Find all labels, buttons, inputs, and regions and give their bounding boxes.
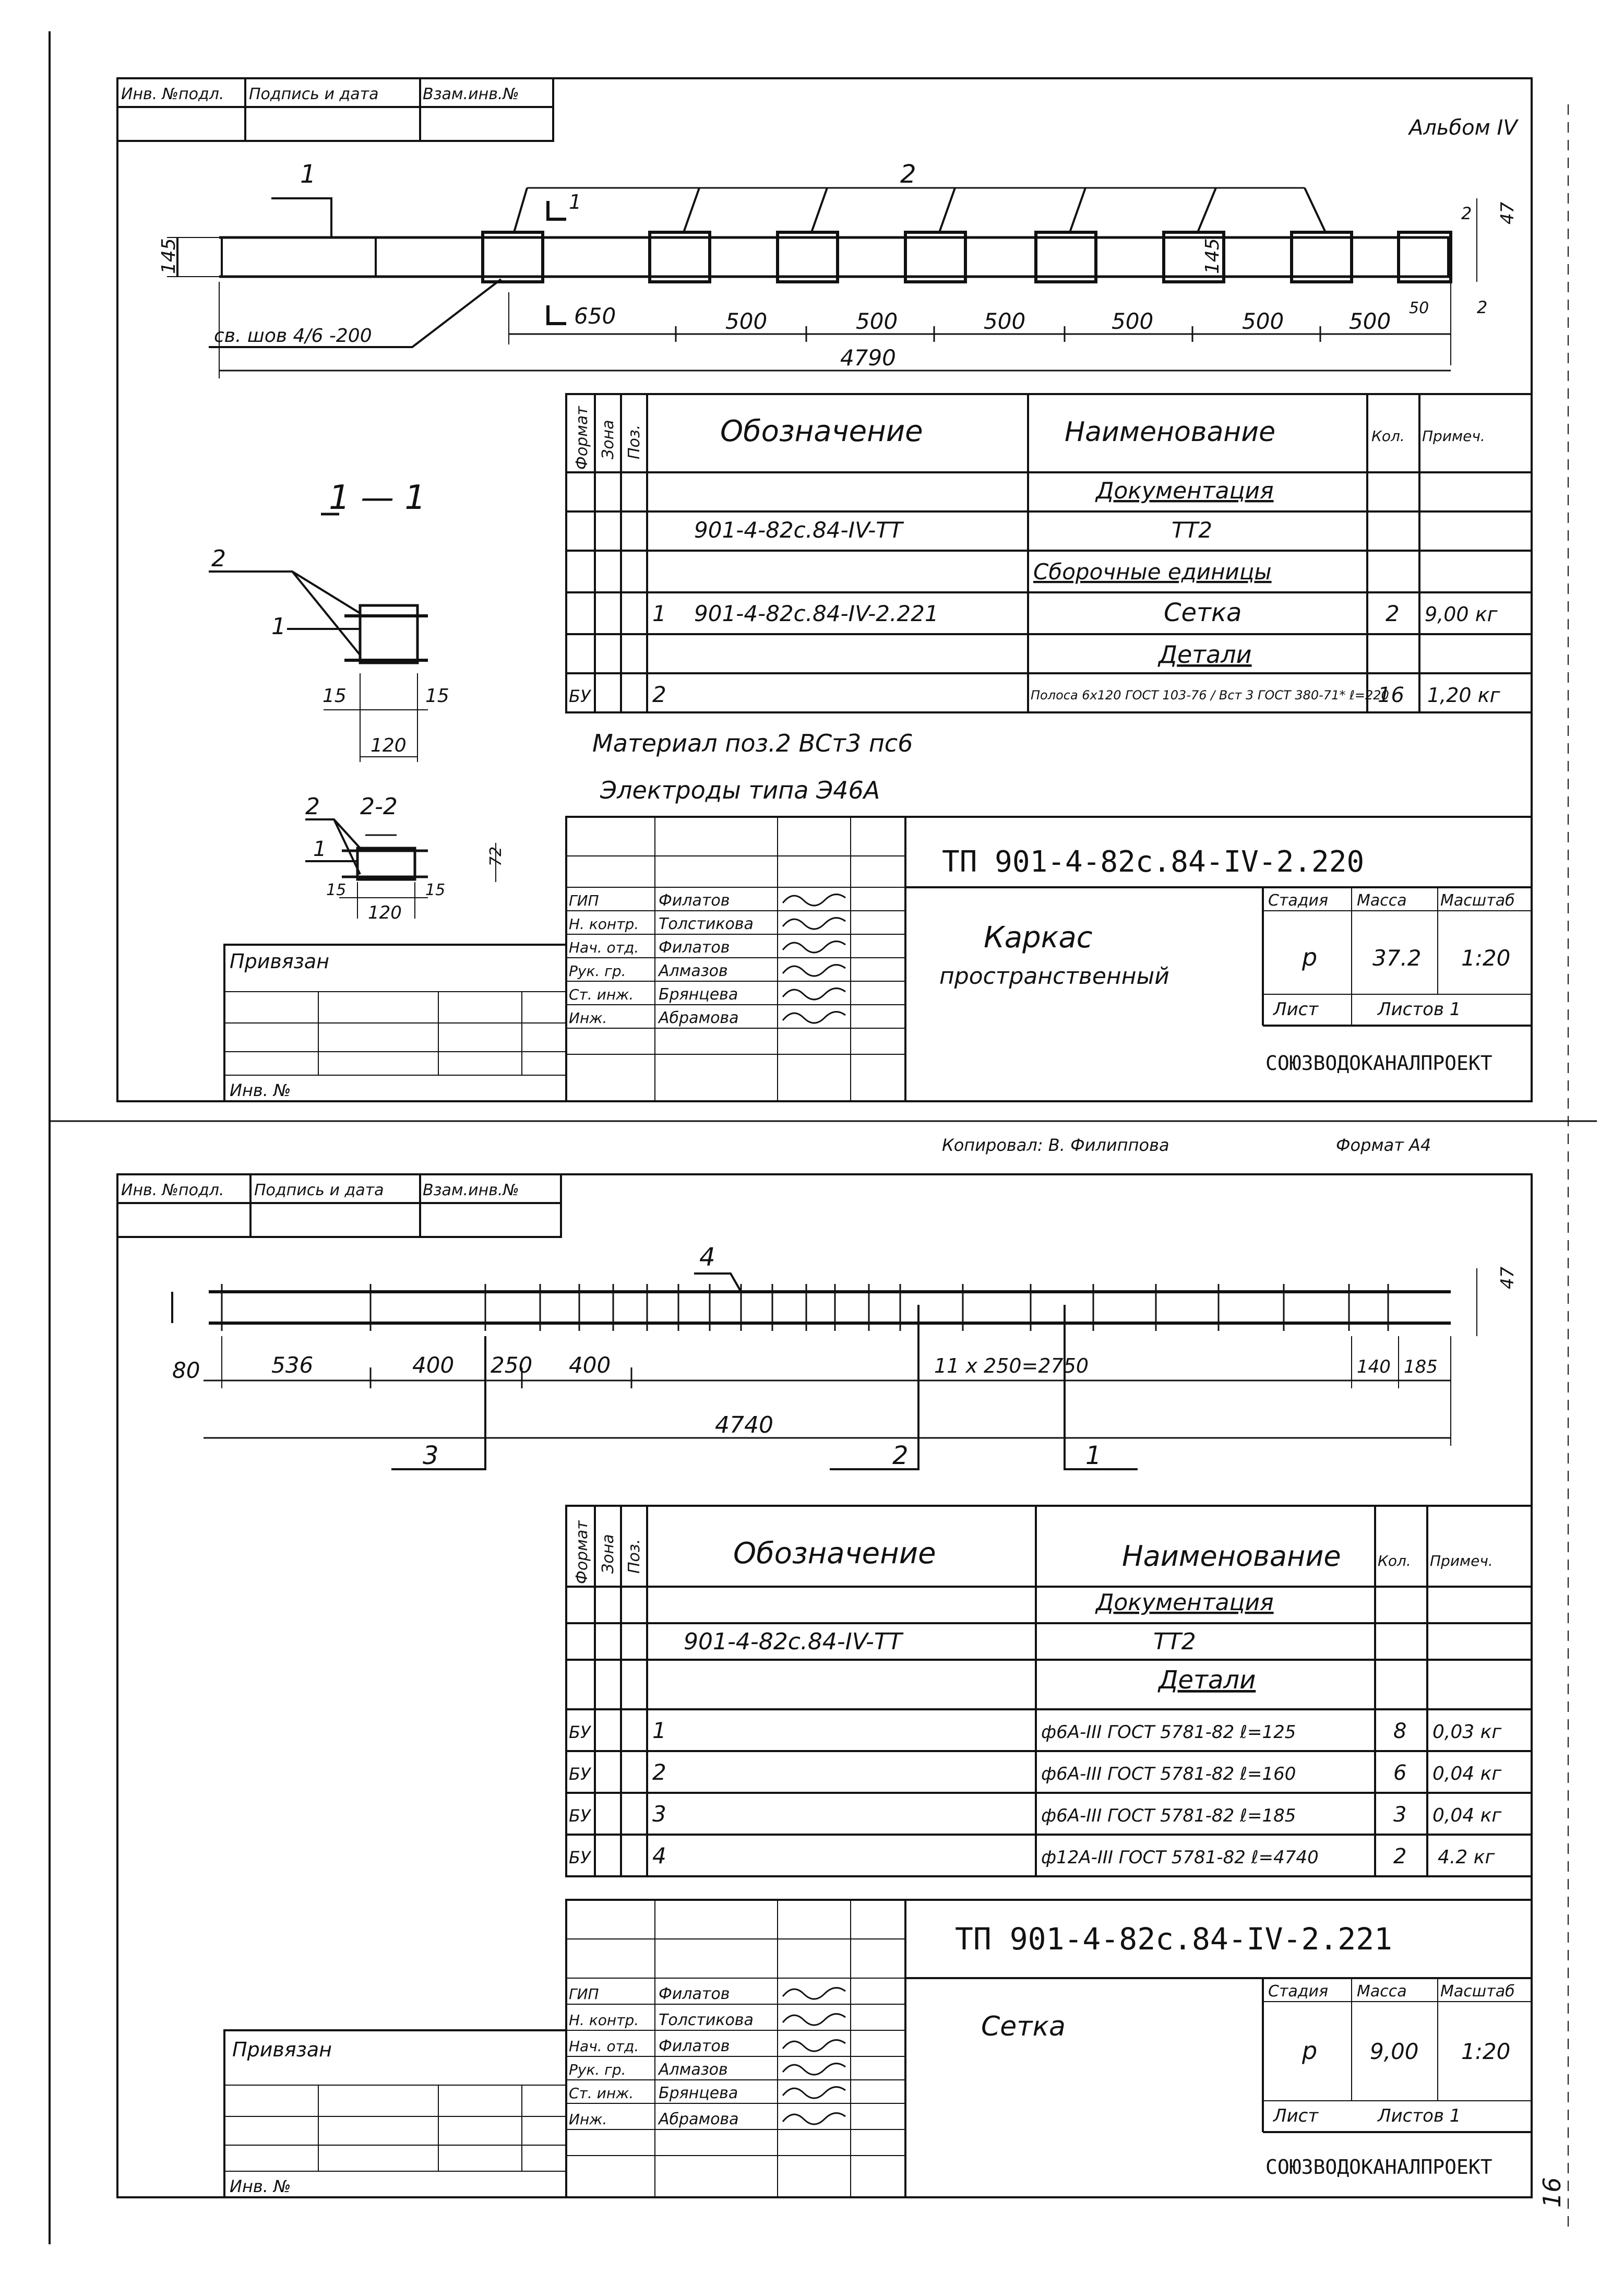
- dim-500-1: 500: [725, 308, 768, 334]
- sheet2-stage-label: Стадия: [1268, 1982, 1329, 2001]
- sheet1-scale: 1:20: [1461, 945, 1511, 971]
- section-1-1-dim15a: 15: [323, 685, 347, 707]
- spec1-row6-format: БУ: [569, 686, 591, 706]
- spec1-row4-qty: 2: [1386, 601, 1400, 626]
- spec1-row2-name: ТТ2: [1172, 517, 1213, 543]
- spec2-header-zone: Зона: [599, 1534, 617, 1574]
- sheet1-person-1: Филатов: [659, 891, 730, 910]
- album-label: Альбом IV: [1409, 116, 1518, 140]
- dim-50: 50: [1409, 299, 1429, 317]
- sheet2-stage: р: [1302, 2037, 1318, 2065]
- sheet2-person-6: Абрамова: [659, 2110, 739, 2128]
- spec1-header-name: Наименование: [1065, 416, 1276, 448]
- pos-label-2: 2: [900, 160, 916, 189]
- section-2-2-title: 2-2: [360, 793, 398, 820]
- sheet1-person-3: Филатов: [659, 938, 730, 957]
- sheet1-role-5: Ст. инж.: [569, 986, 634, 1003]
- sheet2-privyazan: Привязан: [232, 2038, 332, 2061]
- sheet1-sheets-label: Листов 1: [1378, 999, 1461, 1020]
- mesh-pos-2: 2: [892, 1441, 909, 1470]
- spec1-row6-name: Полоса 6x120 ГОСТ 103-76 / Вст 3 ГОСТ 380-71* ℓ=220: [1031, 688, 1389, 703]
- sheet1-code: ТП 901-4-82с.84-IV-2.220: [942, 845, 1365, 879]
- sheet2-person-2: Толстикова: [659, 2011, 754, 2029]
- mesh-dim-400b: 400: [569, 1352, 611, 1378]
- stamp2-header-replace: Взам.инв.№: [423, 1181, 519, 1199]
- mesh-pos-1: 1: [1085, 1441, 1102, 1470]
- dim-2-top: 2: [1461, 204, 1472, 223]
- spec2-row2-designation: 901-4-82с.84-IV-ТТ: [684, 1628, 902, 1655]
- spec1-header-note: Примеч.: [1422, 427, 1485, 445]
- spec2-row5-name: ф6А-III ГОСТ 5781-82 ℓ=160: [1041, 1764, 1296, 1784]
- dim-500-4: 500: [1112, 308, 1154, 334]
- spec1-row2-designation: 901-4-82с.84-IV-ТТ: [694, 517, 903, 543]
- mesh-dim-250: 250: [491, 1352, 533, 1378]
- sheet2-scale: 1:20: [1461, 2039, 1511, 2064]
- section-mark-top: 1: [569, 191, 582, 213]
- sheet1-role-2: Н. контр.: [569, 915, 639, 933]
- spec1-row3-name: Сборочные единицы: [1033, 559, 1272, 585]
- spec2-row5-qty: 6: [1393, 1761, 1407, 1785]
- mesh-dim-11x250: 11 x 250=2750: [934, 1354, 1089, 1377]
- sheet2-person-5: Брянцева: [659, 2084, 738, 2102]
- dim-145: 145: [158, 238, 180, 274]
- sheet1-person-6: Абрамова: [659, 1009, 739, 1027]
- sheet1-person-5: Брянцева: [659, 985, 738, 1004]
- sheet1-stage: р: [1302, 943, 1318, 971]
- frame-elevation: [167, 188, 1477, 378]
- spec2-row4-note: 0,03 кг: [1432, 1721, 1502, 1743]
- copied-by: Копировал: В. Филиппова: [942, 1135, 1169, 1155]
- sheet1-name-line2: пространственный: [939, 963, 1169, 990]
- sheet2-inv: Инв. №: [230, 2176, 291, 2196]
- section-2-2-dim72: 72: [487, 846, 505, 866]
- section-1-1-pos2: 2: [211, 545, 226, 572]
- spec2-row6-name: ф6А-III ГОСТ 5781-82 ℓ=185: [1041, 1805, 1296, 1826]
- section-1-1-pos1: 1: [271, 613, 286, 640]
- spec1-header-zone: Зона: [599, 420, 617, 459]
- section-1-1-title: 1 — 1: [329, 479, 426, 517]
- section-1-1-dim15b: 15: [425, 685, 449, 707]
- sheet2-mass: 9,00: [1370, 2039, 1419, 2064]
- sheet1-mass-label: Масса: [1357, 891, 1407, 910]
- spec1-row5-name: Детали: [1159, 640, 1252, 669]
- sheet2-role-5: Ст. инж.: [569, 2085, 634, 2102]
- dim-500-2: 500: [856, 308, 898, 334]
- material-note: Материал поз.2 ВСт3 пс6: [592, 729, 913, 757]
- section-2-2-dim15a: 15: [326, 881, 347, 899]
- sheet1-privyazan: Привязан: [230, 950, 329, 973]
- mesh-pos-3: 3: [423, 1441, 439, 1470]
- dim-2-bottom: 2: [1477, 297, 1488, 317]
- spec2-header-designation: Обозначение: [733, 1537, 936, 1570]
- spec2-row1-name: Документация: [1096, 1589, 1274, 1616]
- section-1-1-dim120: 120: [371, 735, 407, 756]
- sheet1-person-2: Толстикова: [659, 915, 754, 933]
- sheet2-role-1: ГИП: [569, 1985, 599, 2003]
- stamp-header-sign: Подпись и дата: [249, 85, 379, 103]
- sheet2-scale-label: Масштаб: [1440, 1982, 1515, 2001]
- sheet1-scale-label: Масштаб: [1440, 891, 1515, 910]
- dim-650: 650: [574, 303, 616, 329]
- spec1-row1-name: Документация: [1096, 478, 1274, 504]
- spec2-row5-format: БУ: [569, 1764, 591, 1784]
- format-a4: Формат А4: [1336, 1135, 1431, 1155]
- mesh-elevation: [172, 1268, 1477, 1469]
- section-2-2-dim120: 120: [368, 902, 402, 923]
- sheet1-mass: 37.2: [1372, 945, 1422, 971]
- sheet2-name: Сетка: [981, 2011, 1066, 2042]
- spec1-row4-note: 9,00 кг: [1425, 603, 1498, 626]
- sheet2-org: СОЮЗВОДОКАНАЛПРОЕКТ: [1265, 2156, 1492, 2179]
- mesh-dim-47: 47: [1497, 1266, 1518, 1289]
- section-2-2-pos2: 2: [305, 793, 320, 820]
- spec1-row4-designation: 901-4-82с.84-IV-2.221: [694, 601, 939, 626]
- spec1-row6-pos: 2: [652, 682, 666, 707]
- sheet2-person-3: Филатов: [659, 2037, 730, 2055]
- sheet1-inv: Инв. №: [230, 1080, 291, 1100]
- dim-500-3: 500: [984, 308, 1026, 334]
- mesh-dim-145: 145: [1202, 238, 1223, 274]
- mesh-pos-4: 4: [699, 1243, 715, 1272]
- spec1-row4-pos: 1: [652, 601, 666, 626]
- spec2-header-qty: Кол.: [1378, 1552, 1411, 1569]
- section-2-2-pos1: 1: [313, 837, 327, 861]
- sheet1-role-1: ГИП: [569, 892, 599, 909]
- sheet1-role-4: Рук. гр.: [569, 962, 626, 980]
- spec2-header-name: Наименование: [1122, 1540, 1341, 1573]
- weld-note: св. шов 4/6 -200: [214, 325, 372, 347]
- spec2-row4-pos: 1: [652, 1718, 666, 1743]
- sheet2-sheets-label: Листов 1: [1378, 2105, 1461, 2126]
- mesh-dim-total-4740: 4740: [715, 1412, 773, 1438]
- spec2-header-note: Примеч.: [1430, 1552, 1493, 1569]
- spec2-row3-name: Детали: [1159, 1665, 1256, 1695]
- sheet2-person-1: Филатов: [659, 1985, 730, 2003]
- sheet1-person-4: Алмазов: [659, 962, 728, 980]
- spec2-header-pos: Поз.: [625, 1539, 643, 1574]
- spec2-row4-format: БУ: [569, 1722, 591, 1742]
- spec1-header-pos: Поз.: [625, 424, 643, 459]
- spec2-header-format: Формат: [573, 1520, 591, 1584]
- spec2-row6-pos: 3: [652, 1801, 666, 1827]
- sheet2-person-4: Алмазов: [659, 2061, 728, 2079]
- pos-label-1: 1: [300, 160, 316, 189]
- spec2-row6-note: 0,04 кг: [1432, 1805, 1502, 1826]
- section-1-1-sketch: [209, 514, 428, 762]
- sheet1-org: СОЮЗВОДОКАНАЛПРОЕКТ: [1265, 1052, 1492, 1075]
- spec2-row7-note: 4.2 кг: [1438, 1847, 1495, 1868]
- sheet2-role-2: Н. контр.: [569, 2012, 639, 2029]
- dim-500-6: 500: [1349, 308, 1391, 334]
- spec2-row7-qty: 2: [1393, 1844, 1407, 1869]
- mesh-dim-185: 185: [1404, 1356, 1438, 1377]
- section-2-2-dim15b: 15: [425, 881, 446, 899]
- spec2-row7-pos: 4: [652, 1843, 666, 1869]
- spec1-header-qty: Кол.: [1371, 427, 1405, 445]
- sheet2-role-3: Нач. отд.: [569, 2038, 639, 2055]
- dim-47: 47: [1497, 201, 1518, 224]
- mesh-dim-400a: 400: [412, 1352, 455, 1378]
- sheet2-role-6: Инж.: [569, 2111, 607, 2128]
- stamp2-header-inv: Инв. №подл.: [121, 1181, 224, 1199]
- sheet2-sheet-label: Лист: [1273, 2105, 1319, 2126]
- spec1-row6-note: 1,20 кг: [1427, 684, 1500, 707]
- sheet1-name-line1: Каркас: [984, 921, 1093, 955]
- stamp-header-inv: Инв. №подл.: [121, 85, 224, 103]
- spec2-row2-name: ТТ2: [1153, 1628, 1196, 1655]
- spec2-row7-name: ф12А-III ГОСТ 5781-82 ℓ=4740: [1041, 1847, 1319, 1868]
- dim-total-4790: 4790: [840, 345, 896, 371]
- sheet1-stage-label: Стадия: [1268, 891, 1329, 910]
- spec1-header-designation: Обозначение: [720, 414, 923, 448]
- mesh-dim-536: 536: [271, 1352, 314, 1378]
- sheet1-role-6: Инж.: [569, 1009, 607, 1027]
- stamp2-header-sign: Подпись и дата: [254, 1181, 384, 1199]
- stamp-header-replace: Взам.инв.№: [423, 85, 519, 103]
- spec1-row6-qty: 16: [1378, 683, 1404, 707]
- spec2-row6-qty: 3: [1393, 1803, 1407, 1827]
- spec2-row6-format: БУ: [569, 1806, 591, 1826]
- spec2-row4-name: ф6А-III ГОСТ 5781-82 ℓ=125: [1041, 1722, 1296, 1743]
- electrodes-note: Электроды типа Э46А: [600, 776, 880, 804]
- spec2-row4-qty: 8: [1393, 1719, 1407, 1743]
- sheet1-sheet-label: Лист: [1273, 999, 1319, 1020]
- sheet2-code: ТП 901-4-82с.84-IV-2.221: [955, 1921, 1393, 1957]
- spec2-row5-pos: 2: [652, 1759, 666, 1785]
- spec2-row5-note: 0,04 кг: [1432, 1763, 1502, 1784]
- spec1-row4-name: Сетка: [1164, 598, 1242, 627]
- spec1-header-format: Формат: [573, 406, 591, 470]
- page-number: 16: [1538, 2177, 1566, 2208]
- sheet2-role-4: Рук. гр.: [569, 2061, 626, 2078]
- mesh-dim-80: 80: [172, 1358, 200, 1383]
- sheet1-role-3: Нач. отд.: [569, 939, 639, 956]
- sheet1-signatures: [783, 895, 845, 1023]
- mesh-dim-140: 140: [1357, 1356, 1391, 1377]
- dim-500-5: 500: [1242, 308, 1284, 334]
- sheet2-mass-label: Масса: [1357, 1982, 1407, 2001]
- spec2-row7-format: БУ: [569, 1848, 591, 1867]
